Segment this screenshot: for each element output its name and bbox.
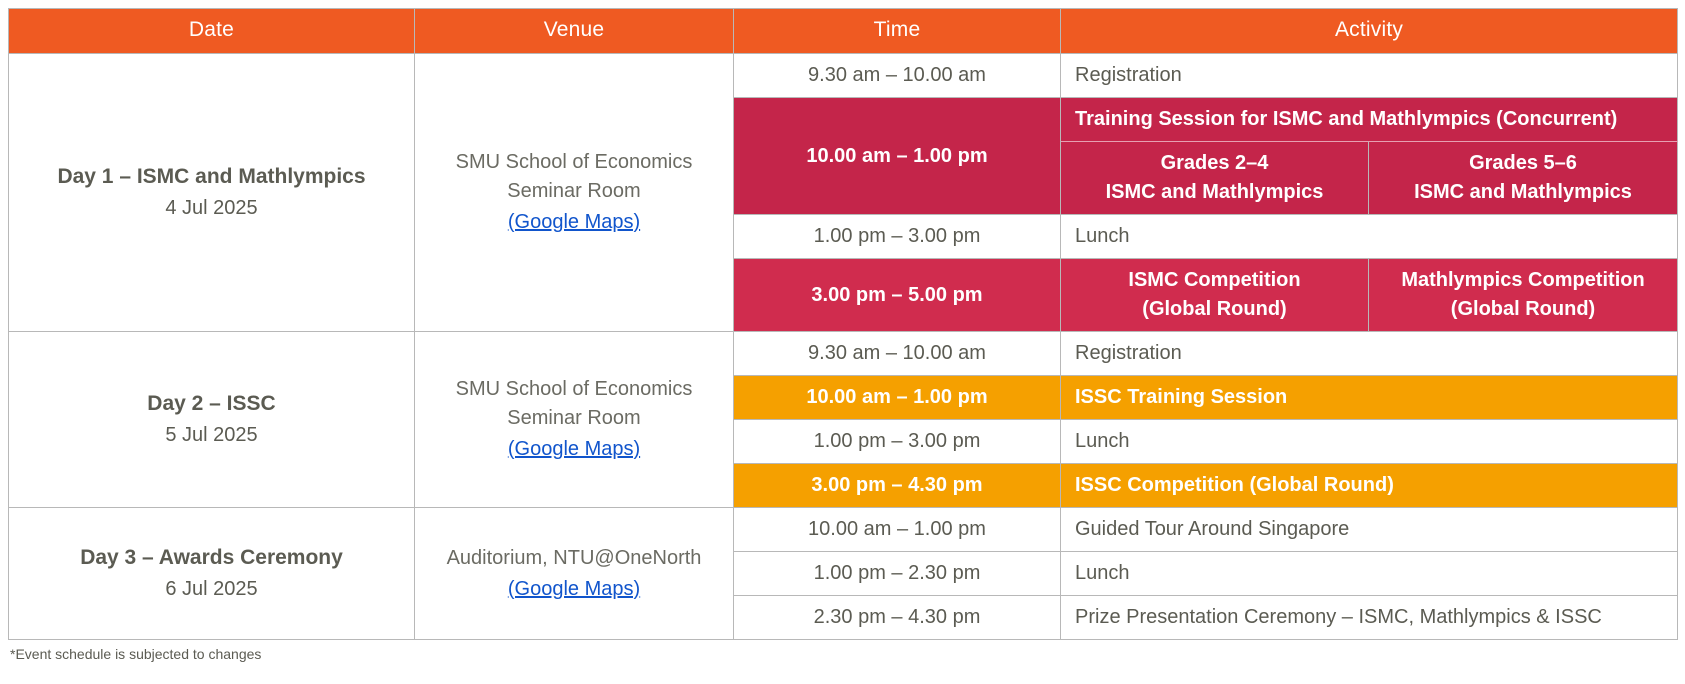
day2-venue-line1: SMU School of Economics bbox=[455, 378, 693, 400]
table-row bbox=[9, 508, 1678, 552]
day1-activity-4-left bbox=[1061, 259, 1369, 332]
day2-google-maps-link[interactable]: (Google Maps) bbox=[507, 438, 641, 460]
day1-activity-2-left-line1: Grades 2–4 bbox=[1160, 152, 1269, 174]
day2-activity-3: Lunch bbox=[1061, 420, 1678, 464]
day1-date-cell bbox=[9, 54, 415, 332]
day3-activity-3: Prize Presentation Ceremony – ISMC, Mathlympics & ISSC bbox=[1061, 596, 1678, 640]
column-header-time: Time bbox=[734, 9, 1061, 54]
table-header-row bbox=[9, 9, 1678, 54]
day1-activity-2-left-line2: ISMC and Mathlympics bbox=[1105, 181, 1324, 203]
day1-activity-2-left bbox=[1061, 142, 1369, 215]
column-header-venue: Venue bbox=[415, 9, 734, 54]
day2-title: Day 2 – ISSC bbox=[147, 391, 276, 415]
table-body bbox=[9, 54, 1678, 640]
day2-activity-1: Registration bbox=[1061, 332, 1678, 376]
day2-date: 5 Jul 2025 bbox=[165, 424, 258, 447]
day3-title: Day 3 – Awards Ceremony bbox=[80, 545, 343, 569]
table-row bbox=[9, 54, 1678, 98]
day2-time-3: 1.00 pm – 3.00 pm bbox=[734, 420, 1061, 464]
day3-venue-cell bbox=[415, 508, 734, 640]
day1-activity-2-right-line1: Grades 5–6 bbox=[1469, 152, 1577, 174]
day2-venue-cell bbox=[415, 332, 734, 508]
day1-activity-4-right bbox=[1369, 259, 1678, 332]
day3-date: 6 Jul 2025 bbox=[165, 578, 258, 601]
day2-date-cell bbox=[9, 332, 415, 508]
column-header-date: Date bbox=[9, 9, 415, 54]
day3-time-2: 1.00 pm – 2.30 pm bbox=[734, 552, 1061, 596]
day1-activity-1: Registration bbox=[1061, 54, 1678, 98]
day3-date-cell bbox=[9, 508, 415, 640]
day1-date: 4 Jul 2025 bbox=[165, 197, 258, 220]
table-row bbox=[9, 332, 1678, 376]
day1-activity-4-right-line2: (Global Round) bbox=[1450, 298, 1596, 320]
day1-time-3: 1.00 pm – 3.00 pm bbox=[734, 215, 1061, 259]
day1-venue-cell bbox=[415, 54, 734, 332]
day1-activity-2-right bbox=[1369, 142, 1678, 215]
day3-venue-line1: Auditorium, NTU@OneNorth bbox=[446, 546, 702, 569]
day1-activity-2-right-line2: ISMC and Mathlympics bbox=[1414, 181, 1632, 203]
column-header-activity: Activity bbox=[1061, 9, 1678, 54]
day2-time-2: 10.00 am – 1.00 pm bbox=[734, 376, 1061, 420]
day1-activity-4-right-line1: Mathlympics Competition bbox=[1401, 269, 1645, 291]
day3-activity-2: Lunch bbox=[1061, 552, 1678, 596]
day1-venue-line2: Seminar Room bbox=[507, 180, 641, 202]
day3-time-1: 10.00 am – 1.00 pm bbox=[734, 508, 1061, 552]
day2-venue-line2: Seminar Room bbox=[507, 407, 641, 429]
day2-time-1: 9.30 am – 10.00 am bbox=[734, 332, 1061, 376]
day1-activity-4-left-line2: (Global Round) bbox=[1142, 298, 1287, 320]
day1-google-maps-link[interactable]: (Google Maps) bbox=[507, 211, 641, 233]
day1-time-4: 3.00 pm – 5.00 pm bbox=[734, 259, 1061, 332]
event-schedule-table bbox=[8, 8, 1678, 640]
day1-time-1: 9.30 am – 10.00 am bbox=[734, 54, 1061, 98]
day3-google-maps-link[interactable]: (Google Maps) bbox=[507, 577, 641, 600]
day2-time-4: 3.00 pm – 4.30 pm bbox=[734, 464, 1061, 508]
day1-venue-line1: SMU School of Economics bbox=[455, 151, 693, 173]
schedule-footnote: *Event schedule is subjected to changes bbox=[10, 646, 262, 662]
day2-activity-2: ISSC Training Session bbox=[1061, 376, 1678, 420]
day1-title: Day 1 – ISMC and Mathlympics bbox=[57, 164, 366, 188]
day1-time-2: 10.00 am – 1.00 pm bbox=[734, 98, 1061, 215]
day3-activity-1: Guided Tour Around Singapore bbox=[1061, 508, 1678, 552]
day1-activity-2-heading: Training Session for ISMC and Mathlympics (Concurrent) bbox=[1061, 98, 1678, 142]
day1-activity-4-left-line1: ISMC Competition bbox=[1128, 269, 1301, 291]
day2-activity-4: ISSC Competition (Global Round) bbox=[1061, 464, 1678, 508]
table-header bbox=[9, 9, 1678, 54]
day1-activity-3: Lunch bbox=[1061, 215, 1678, 259]
day3-time-3: 2.30 pm – 4.30 pm bbox=[734, 596, 1061, 640]
